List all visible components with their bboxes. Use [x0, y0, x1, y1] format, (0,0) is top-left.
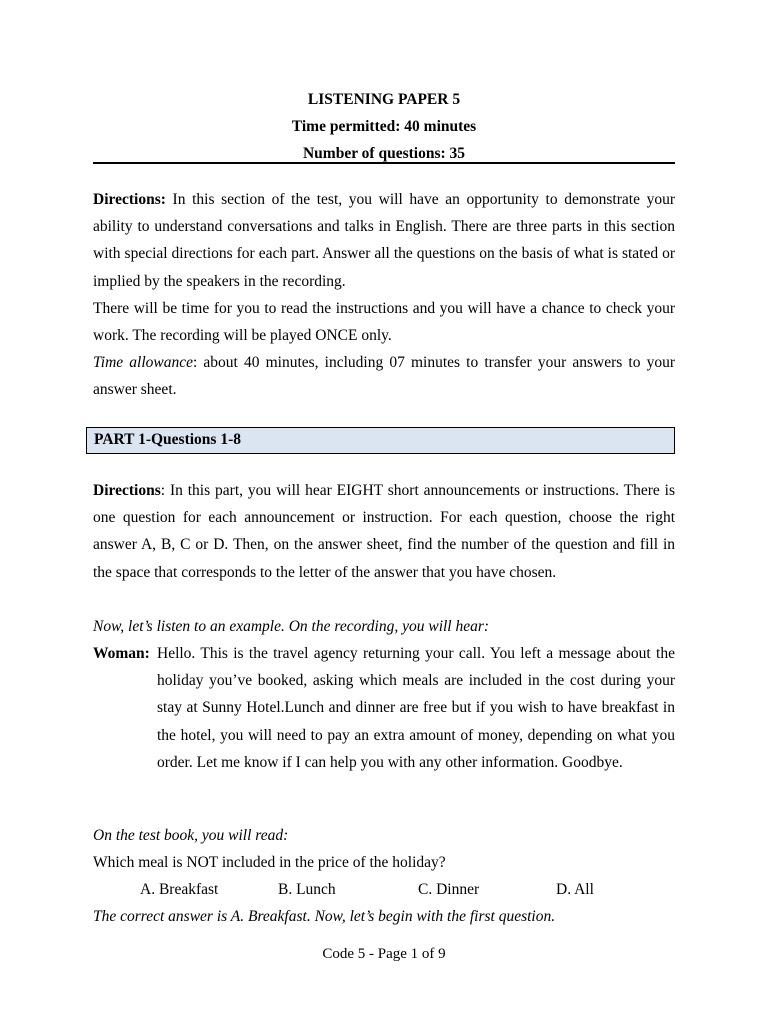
part1-directions-label: Directions	[93, 482, 161, 499]
time-allowance	[93, 349, 675, 403]
option-a: A. Breakfast	[140, 881, 219, 898]
testbook-intro: On the test book, you will read:	[93, 827, 289, 844]
speaker-label: Woman:	[93, 645, 150, 662]
directions-para2-text: There will be time for you to read the instructions and you will have a chance to check your work. The recording will be played ONCE only.	[93, 300, 675, 345]
part1-heading: PART 1-Questions 1-8	[94, 431, 242, 448]
part1-directions	[93, 477, 675, 586]
directions-label: Directions:	[93, 191, 166, 208]
directions-text: In this section of the test, you will have an opportunity to demonstrate your ability to understand conversations and talks in English. There are three parts in this section with special directions for each part. Answer all the questions on the basis of what is stated or implied by the speakers in the recording.	[93, 191, 675, 290]
example-options	[93, 876, 675, 903]
number-of-questions: Number of questions: 35	[302, 145, 466, 162]
option-b: B. Lunch	[278, 881, 336, 898]
time-allowance-label: Time allowance	[93, 354, 193, 371]
paper-title: LISTENING PAPER 5	[307, 91, 461, 108]
answer-note: The correct answer is A. Breakfast. Now, let’s begin with the first question.	[93, 908, 556, 925]
time-allowance-text: : about 40 minutes, including 07 minutes to transfer your answers to your answer sheet.	[93, 354, 675, 399]
directions-paragraph-2	[93, 295, 675, 349]
example-intro: Now, let’s listen to an example. On the recording, you will hear:	[93, 618, 490, 635]
option-c: C. Dinner	[418, 881, 480, 898]
time-permitted: Time permitted: 40 minutes	[291, 118, 477, 135]
example-dialogue	[93, 640, 675, 776]
paper-header	[93, 86, 675, 167]
example-question: Which meal is NOT included in the price of the holiday?	[93, 854, 446, 871]
speaker-speech	[157, 640, 675, 776]
part1-directions-text: : In this part, you will hear EIGHT short announcements or instructions. There is one question for each announcement or instruction. For each question, choose the right answer A, B, C or D. Then, on the answer sheet, find the number of the question and fill in the space that corresponds to the letter of the answer that you have chosen.	[93, 482, 675, 581]
header-rule	[93, 162, 675, 164]
option-d: D. All	[556, 881, 594, 898]
general-directions	[93, 186, 675, 295]
part1-heading-box	[86, 427, 675, 454]
page-footer: Code 5 - Page 1 of 9	[322, 946, 446, 962]
speech-text: Hello. This is the travel agency returning your call. You left a message about the holiday you’ve booked, asking which meals are included in the cost during your stay at Sunny Hotel.Lunch and dinner are free but if you wish to have breakfast in the hotel, you will need to pay an extra amount of money, depending on what you order. Let me know if I can help you with any other information. Goodbye.	[157, 645, 675, 771]
